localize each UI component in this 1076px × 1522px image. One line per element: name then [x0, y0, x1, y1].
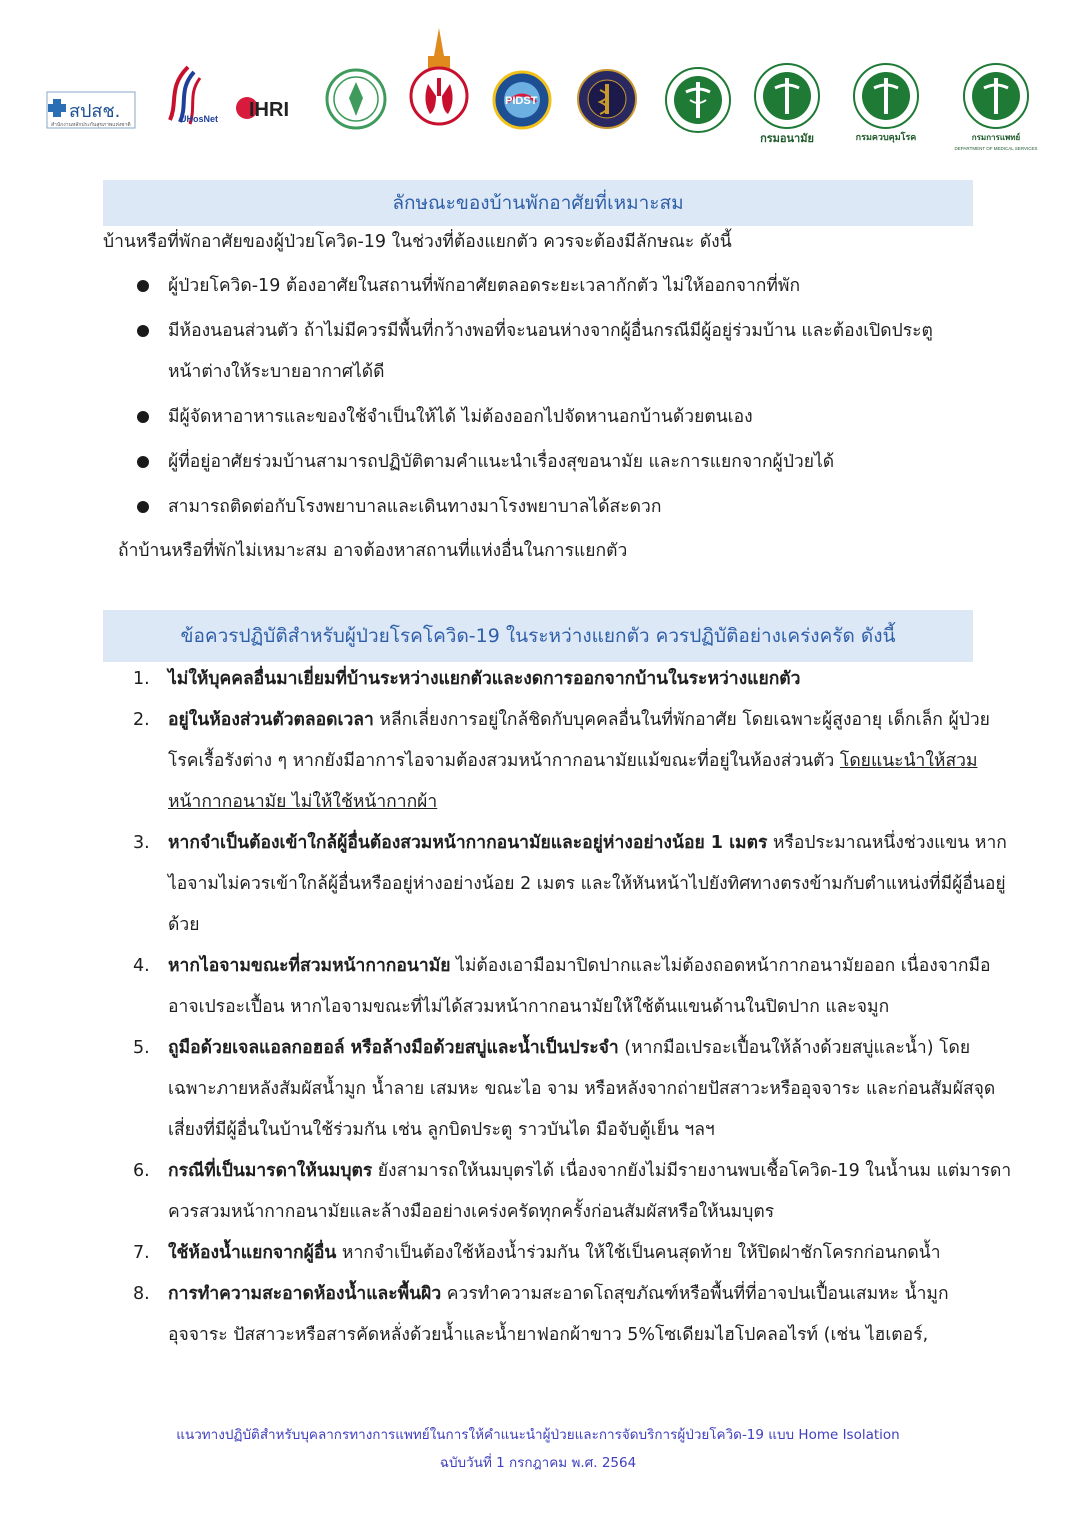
- bullet-icon: [137, 280, 149, 292]
- infectious-disease-seal-icon: [576, 68, 638, 130]
- bullet-icon: [137, 411, 149, 423]
- svg-text:กรมการแพทย์: กรมการแพทย์: [971, 133, 1021, 142]
- footer-document-title: แนวทางปฏิบัติสำหรับบุคลากรทางการแพทย์ในการให้คำแนะนำผู้ป่วยและการจัดบริการผู้ป่วยโควิด-19 แบบ Home Isolation: [176, 1427, 900, 1443]
- list-item: 2. อยู่ในห้องส่วนตัวตลอดเวลา หลีกเลี่ยงการอยู่ใกล้ชิดกับบุคคลอื่นในที่พักอาศัย โดยเฉพาะผู้สูงอายุ เด็กเล็ก ผู้ป่วยโรคเรื้อรังต่าง ๆ หากยังมีอาการไอจามต้องสวมหน้ากากอนามัยแม้ขณะที่อยู่ในห้องส่วนตัว โดยแนะนำให้สวมหน้ากากอนามัย ไม่ให้ใช้หน้ากากผ้า: [133, 710, 990, 812]
- list-item: สามารถติดต่อกับโรงพยาบาลและเดินทางมาโรงพยาบาลได้สะดวก: [130, 487, 1010, 528]
- bullet-icon: [137, 501, 149, 513]
- bangkok-seal-icon: [325, 68, 387, 130]
- bullet-icon: [137, 456, 149, 468]
- svg-text:สปสช.: สปสช.: [69, 101, 121, 122]
- list-item: 6. กรณีที่เป็นมารดาให้นมบุตร ยังสามารถให้นมบุตรได้ เนื่องจากยังไม่มีรายงานพบเชื้อโควิด-19 ในน้ำนม แต่มารดาควรสวมหน้ากากอนามัยและล้างมืออย่างเคร่งครัดทุกครั้งก่อนสัมผัสหรือให้นมบุตร: [133, 1161, 1012, 1222]
- closing-paragraph: ถ้าบ้านหรือที่พักไม่เหมาะสม อาจต้องหาสถานที่แห่งอื่นในการแยกตัว: [118, 541, 628, 561]
- intro-paragraph: บ้านหรือที่พักอาศัยของผู้ป่วยโควิด-19 ในช่วงที่ต้องแยกตัว ควรจะต้องมีลักษณะ ดังนี้: [103, 232, 732, 252]
- list-item: 5. ถูมือด้วยเจลแอลกอฮอล์ หรือล้างมือด้วยสบู่และน้ำเป็นประจำ (หากมือเปรอะเปื้อนให้ล้างด้วยสบู่และน้ำ) โดยเฉพาะภายหลังสัมผัสน้ำมูก น้ำลาย เสมหะ ขณะไอ จาม หรือหลังจากถ่ายปัสสาวะหรืออุจจาระ และก่อนสัมผัสจุดเสี่ยงที่มีผู้อื่นในบ้านใช้ร่วมกัน เช่น ลูกบิดประตู ราวบันได มือจับตู้เย็น ฯลฯ: [133, 1038, 996, 1140]
- footer-edition-date: ฉบับวันที่ 1 กรกฎาคม พ.ศ. 2564: [439, 1455, 637, 1471]
- list-item: ผู้ที่อยู่อาศัยร่วมบ้านสามารถปฏิบัติตามคำแนะนำเรื่องสุขอนามัย และการแยกจากผู้ป่วยได้: [130, 442, 1010, 483]
- svg-text:UHosNet: UHosNet: [180, 114, 218, 124]
- list-item: มีผู้จัดหาอาหารและของใช้จำเป็นให้ได้ ไม่ต้องออกไปจัดหานอกบ้านด้วยตนเอง: [130, 397, 1010, 438]
- list-item: 1. ไม่ให้บุคคลอื่นมาเยี่ยมที่บ้านระหว่างแยกตัวและงดการออกจากบ้านในระหว่างแยกตัว: [133, 669, 801, 689]
- department-of-health-logo: [750, 62, 824, 152]
- list-item: มีห้องนอนส่วนตัว ถ้าไม่มีควรมีพื้นที่กว้างพอที่จะนอนห่างจากผู้อื่นกรณีมีผู้อยู่ร่วมบ้าน และต้องเปิดประตูหน้าต่างให้ระบายอากาศได้ดี: [130, 311, 1010, 393]
- list-item: 8. การทำความสะอาดห้องน้ำและพื้นผิว ควรทำความสะอาดโถสุขภัณฑ์หรือพื้นที่ที่อาจปนเปื้อนเสมหะ น้ำมูก อุจจาระ ปัสสาวะหรือสารคัดหลั่งด้วยน้ำและน้ำยาฟอกผ้าขาว 5%โซเดียมไฮโปคลอไรท์ (เช่น ไฮเตอร์,: [133, 1284, 949, 1345]
- uhosnet-logo: [158, 62, 218, 132]
- section-header-suitable-housing: [103, 180, 973, 226]
- list-item: 7. ใช้ห้องน้ำแยกจากผู้อื่น หากจำเป็นต้องใช้ห้องน้ำร่วมกัน ให้ใช้เป็นคนสุดท้าย ให้ปิดฝาชักโครกก่อนกดน้ำ: [133, 1243, 941, 1263]
- section-header-isolation-guidelines: [103, 610, 973, 662]
- svg-text:กรมอนามัย: กรมอนามัย: [760, 132, 814, 145]
- ministry-public-health-seal-icon: [664, 66, 732, 134]
- nhso-logo: [45, 90, 137, 130]
- list-item: 3. หากจำเป็นต้องเข้าใกล้ผู้อื่นต้องสวมหน้ากากอนามัยและอยู่ห่างอย่างน้อย 1 เมตร หรือประมาณหนึ่งช่วงแขน หากไอจามไม่ควรเข้าใกล้ผู้อื่นหรืออยู่ห่างอย่างน้อย 2 เมตร และให้หันหน้าไปยังทิศทางตรงข้ามกับตำแหน่งที่มีผู้อื่นอยู่ด้วย: [133, 833, 1007, 935]
- list-item: 4. หากไอจามขณะที่สวมหน้ากากอนามัย ไม่ต้องเอามือมาปิดปากและไม่ต้องถอดหน้ากากอนามัยออก เนื่องจากมืออาจเปรอะเปื้อน หากไอจามขณะที่ไม่ได้สวมหน้ากากอนามัยให้ใช้ต้นแขนด้านในปิดปาก และจมูก: [133, 956, 991, 1017]
- bullet-icon: [137, 325, 149, 337]
- svg-text:DEPARTMENT OF MEDICAL SERVICES: DEPARTMENT OF MEDICAL SERVICES: [954, 146, 1038, 151]
- department-of-disease-control-logo: [846, 62, 926, 152]
- svg-text:สำนักงานหลักประกันสุขภาพแห่งชา: สำนักงานหลักประกันสุขภาพแห่งชาติ: [51, 122, 131, 128]
- housing-criteria-list: [130, 266, 1010, 532]
- svg-text:PIDST: PIDST: [505, 95, 538, 107]
- section-title: ข้อควรปฏิบัติสำหรับผู้ป่วยโรคโควิด-19 ในระหว่างแยกตัว ควรปฏิบัติอย่างเคร่งครัด ดังนี้: [180, 625, 896, 647]
- section-title: ลักษณะของบ้านพักอาศัยที่เหมาะสม: [392, 192, 684, 214]
- svg-text:IHRI: IHRI: [249, 99, 289, 121]
- logo-strip: [40, 20, 1050, 160]
- ihri-logo: [235, 90, 301, 124]
- department-of-medical-services-logo: [948, 62, 1044, 158]
- isolation-rules-list: [133, 659, 1013, 1356]
- svg-text:กรมควบคุมโรค: กรมควบคุมโรค: [855, 133, 917, 143]
- list-item: ผู้ป่วยโควิด-19 ต้องอาศัยในสถานที่พักอาศัยตลอดระยะเวลากักตัว ไม่ให้ออกจากที่พัก: [130, 266, 1010, 307]
- thoracic-society-emblem-icon: [408, 26, 470, 136]
- pidst-logo: [492, 70, 552, 130]
